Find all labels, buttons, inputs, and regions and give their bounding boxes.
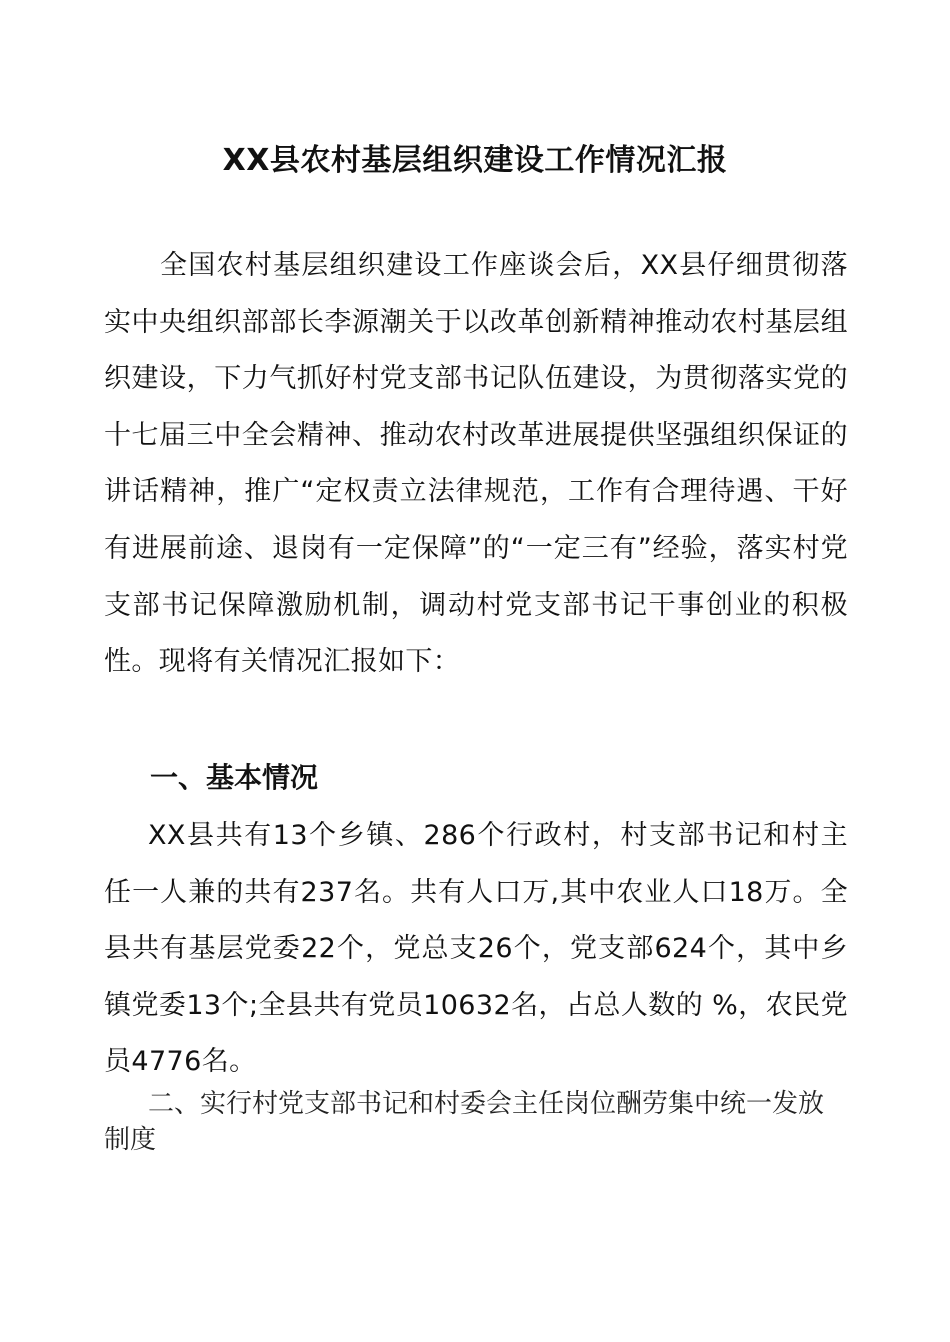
section-heading-basic-situation: 一、基本情况 (150, 761, 319, 794)
intro-paragraph: 全国农村基层组织建设工作座谈会后，XX县仔细贯彻落实中央组织部部长李源潮关于以改革创新精神推动农村基层组织建设，下力气抓好村党支部书记队伍建设，为贯彻落实党的十七届三中全会精神、推动农村改革进展提供坚强组织保证的讲话精神，推广“定权责立法律规范，工作有合理待遇、干好有进展前途、退岗有一定保障”的“一定三有”经验，落实村党支部书记保障激励机制，调动村党支部书记干事创业的积极性。现将有关情况汇报如下： (104, 250, 848, 678)
section-heading-salary-system: 二、实行村党支部书记和村委会主任岗位酬劳集中统一发放制度 (104, 1089, 825, 1155)
document-title: XX县农村基层组织建设工作情况汇报 (222, 143, 728, 178)
basic-situation-paragraph: XX县共有13个乡镇、286个行政村，村支部书记和村主任一人兼的共有237名。共有人口万,其中农业人口18万。全县共有基层党委22个，党总支26个，党支部624个，其中乡镇党委13个;全县共有党员10632名，占总人数的 %，农民党员4776名。 (104, 820, 848, 1078)
